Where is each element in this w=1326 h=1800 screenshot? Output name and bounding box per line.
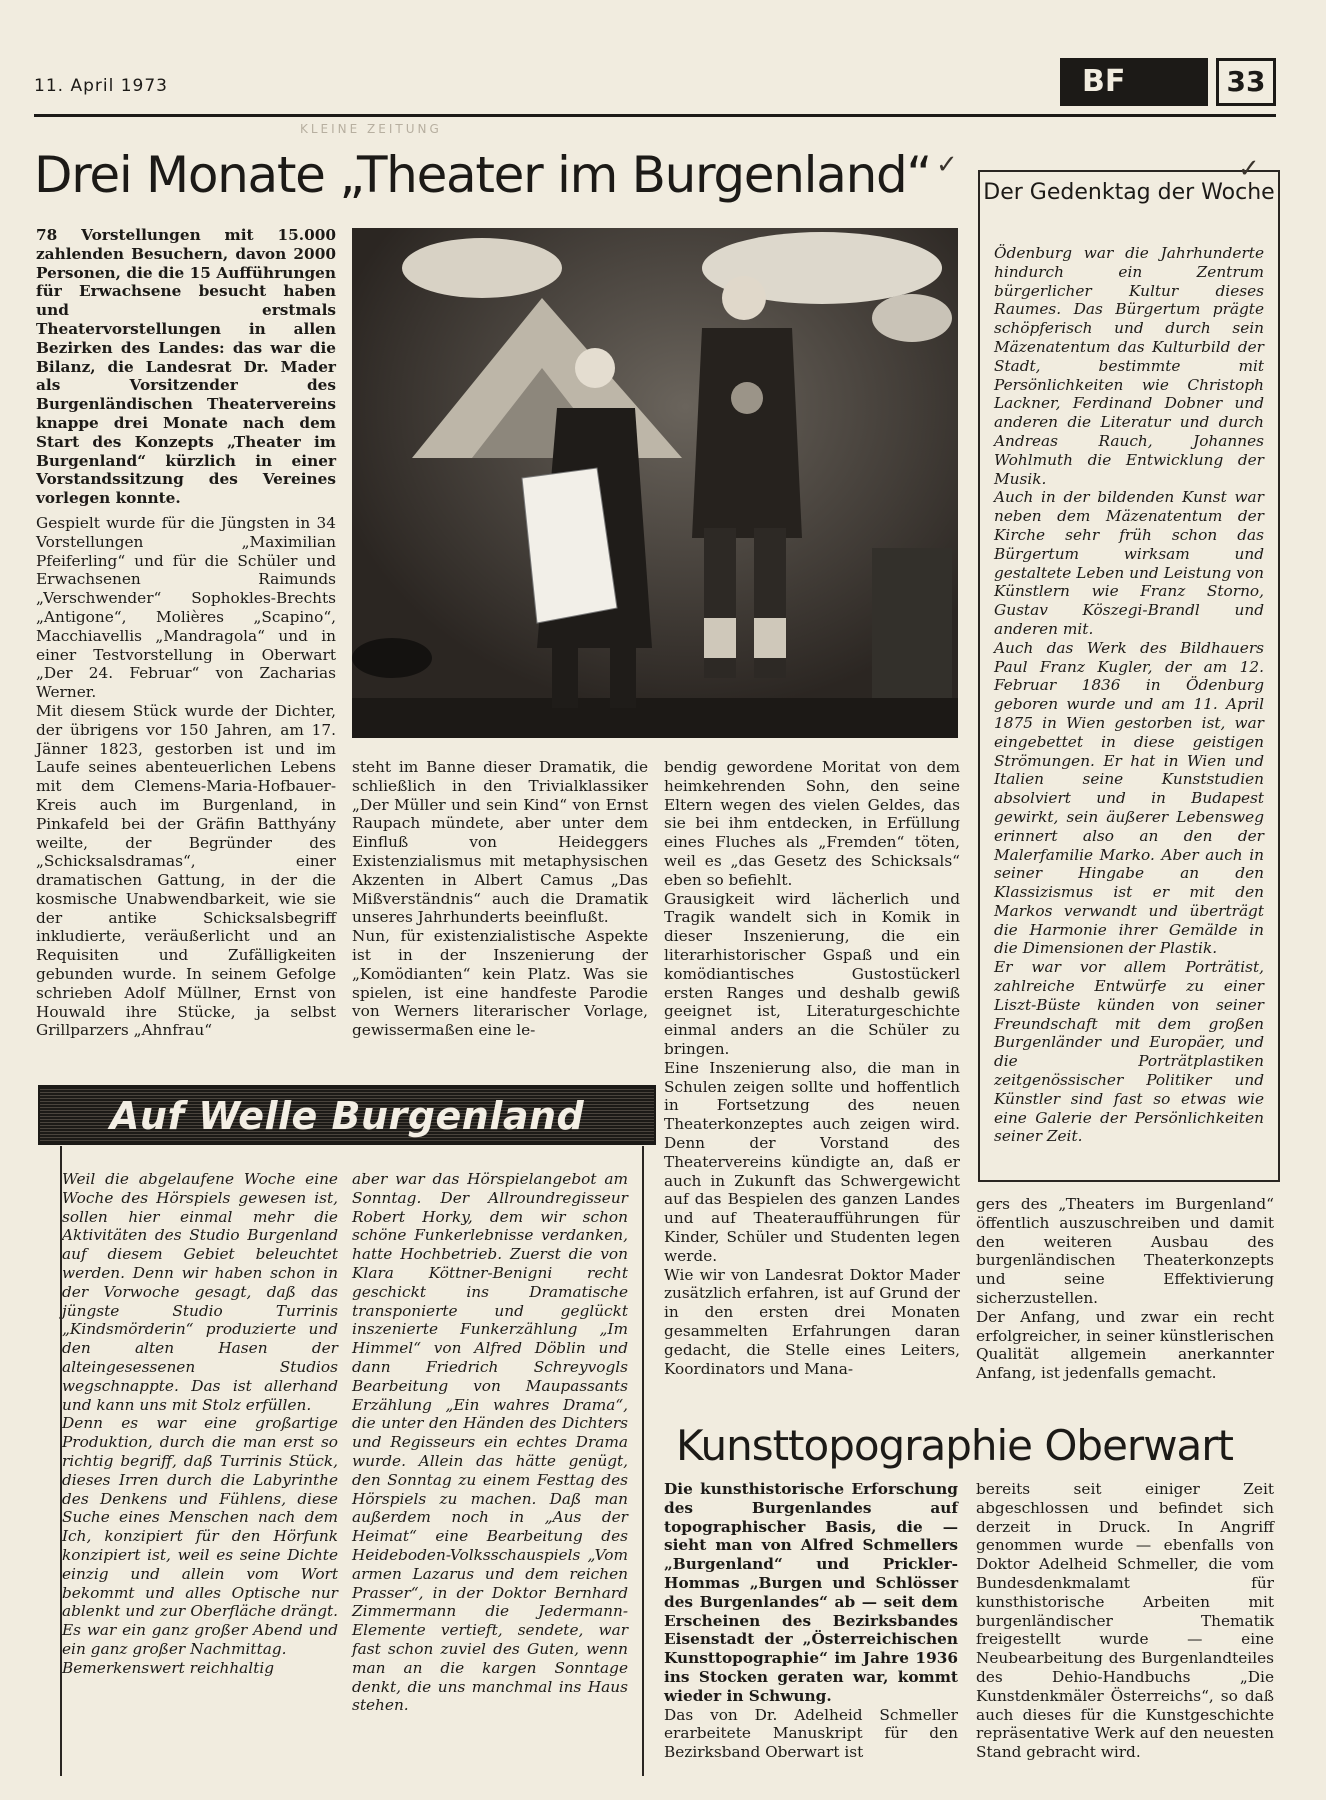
article-body: steht im Banne dieser Dramatik, die schließlich in den Trivialklassiker „Der Müller und sein Kind“ von Ernst Raupach mündete, aber unter dem Einfluß von Heideggers Existenzialismus mit metaphysischen Akzenten in Albert Camus „Das Mißverständnis“ auch die Dramatik unseres Jahrhunderts beeinflußt. Nun, für existenzialistische Aspekte ist in der Inszenierung der „Komödianten“ kein Platz. Was sie spielen, ist eine handfeste Parodie von Werners literarischer Vorlage, gewissermaßen eine le- bbox=[352, 758, 648, 1040]
article-column-4 bbox=[976, 1195, 1274, 1383]
commemoration-box bbox=[978, 170, 1280, 1182]
kunst-column-1 bbox=[664, 1480, 958, 1762]
column-rule bbox=[60, 1146, 62, 1776]
article-headline: Drei Monate „Theater im Burgenland“ bbox=[34, 146, 932, 204]
masthead-logo bbox=[1060, 58, 1276, 106]
article-body: Gespielt wurde für die Jüngsten in 34 Vorstellungen „Maximilian Pfeiferling“ und für die Schüler und Erwachsenen Raimunds „Verschwender“ Sophokles-Brechts „Antigone“, Molières „Scapino“, Macchiavellis „Mandragola“ und in einer Testvorstellung in Oberwart „Der 24. Februar“ von Zacharias Werner. Mit diesem Stück wurde der Dichter, der übrigens vor 150 Jahren, am 17. Jänner 1823, gestorben ist und im Laufe seines abenteuerlichen Lebens mit dem Clemens-Maria-Hofbauer-Kreis auch im Burgenland, in Pinkafeld bei der Gräfin Batthyány weilte, der Begründer des „Schicksalsdramas“, einer dramatischen Gattung, in der die kosmische Unabwendbarkeit, wie sie der antike Schicksalsbegriff inkludierte, veräußerlicht und an Requisiten und Zufälligkeiten gebunden wurde. In seinem Gefolge schrieben Adolf Müllner, Ernst von Houwald ihre Stücke, ja selbst Grillparzers „Ahnfrau“ bbox=[36, 513, 336, 1040]
editor-check-mark: ✓ bbox=[1238, 154, 1260, 184]
article-column-3 bbox=[664, 758, 960, 1378]
page-number: 33 bbox=[1216, 58, 1276, 106]
article-intro: 78 Vorstellungen mit 15.000 zahlenden Besuchern, davon 2000 Personen, die die 15 Aufführungen für Erwachsene besucht haben und erstmals Theatervorstellungen in allen Bezirken des Landes: das war die Bilanz, die Landesrat Dr. Mader als Vorsitzender des Burgenländischen Theatervereins knappe drei Monate nach dem Start des Konzepts „Theater im Burgenland“ kürzlich in einer Vorstandssitzung des Vereines vorlegen konnte. bbox=[36, 226, 336, 508]
kunst-body: bereits seit einiger Zeit abgeschlossen und befindet sich derzeit in Druck. In Angriff genommen wurde — ebenfalls von Doktor Adelheid Schmeller, die vom Bundesdenkmalamt für kunsthistorische Arbeiten mit burgenländischer Thematik freigestellt wurde — eine Neubearbeitung des Burgenlandteiles des Dehio-Handbuchs „Die Kunstdenkmäler Österreichs“, so daß auch dieses für die Kunstgeschichte repräsentative Werk auf den neuesten Stand gebracht wird. bbox=[976, 1480, 1274, 1762]
banner-title: Auf Welle Burgenland bbox=[110, 1094, 585, 1138]
radio-column-1 bbox=[62, 1170, 338, 1678]
article-column-2 bbox=[352, 758, 648, 1040]
radio-body: Weil die abgelaufene Woche eine Woche des Hörspiels gewesen ist, sollen hier einmal mehr die Aktivitäten des Studio Burgenland auf diesem Gebiet beleuchtet werden. Denn wir haben schon in der Vorwoche gesagt, daß das jüngste Studio Turrinis „Kindsmörderin“ produzierte und den alten Hasen der alteingesessenen Studios wegschnappte. Das ist allerhand und kann uns mit Stolz erfüllen. Denn es war eine großartige Produktion, durch die man erst so richtig begriff, daß Turrinis Stück, dieses Irren durch die Labyrinthe des Denkens und Fühlens, diese Suche eines Menschen nach dem Ich, konzipiert für den Hörfunk konzipiert ist, weil es seine Dichte einzig und allein vom Wort bekommt und alles Optische nur ablenkt und zur Oberfläche drängt. Es war ein ganz großer Abend und ein ganz großer Nachmittag. Bemerkenswert reichhaltig bbox=[62, 1170, 338, 1677]
column-rule bbox=[642, 1146, 644, 1776]
logo-bf: BF bbox=[1060, 58, 1208, 106]
radio-column-2 bbox=[352, 1170, 628, 1715]
issue-date: 11. April 1973 bbox=[34, 76, 168, 96]
theater-photo bbox=[352, 228, 958, 738]
kunst-body: Das von Dr. Adelheid Schmeller erarbeitete Manuskript für den Bezirksband Oberwart ist bbox=[664, 1705, 958, 1762]
radio-column-banner bbox=[38, 1085, 656, 1145]
kunsttopographie-headline: Kunsttopographie Oberwart bbox=[676, 1421, 1234, 1470]
article-body: gers des „Theaters im Burgenland“ öffentlich auszuschreiben und damit den weiteren Ausbau des burgenländischen Theaterkonzepts und seine Effektivierung sicherzustellen. Der Anfang, und zwar ein recht erfolgreicher, in seiner künstlerischen Qualität allgemein anerkannter Anfang, ist jedenfalls gemacht. bbox=[976, 1195, 1274, 1383]
box-title: Der Gedenktag der Woche bbox=[983, 180, 1275, 205]
article-body: bendig gewordene Moritat von dem heimkehrenden Sohn, den seine Eltern wegen des vielen Geldes, das sie bei ihm entdecken, in Erfüllung eines Fluches als „Fremden“ töten, weil es „das Gesetz des Schicksals“ eben so befiehlt. Grausigkeit wird lächerlich und Tragik wandelt sich in Komik in dieser Inszenierung, die ein literarhistorischer Gspaß und ein komödiantisches Gustostückerl ersten Ranges und deshalb gewiß geeignet ist, Literaturgeschichte einmal anders an die Schüler zu bringen. Eine Inszenierung also, die man in Schulen zeigen sollte und hoffentlich in Fortsetzung des neuen Theaterkonzeptes auch zeigen wird. Denn der Vorstand des Theatervereins kündigte an, daß er auch in Zukunft das Schwergewicht auf das Bespielen des ganzen Landes und auf Theateraufführungen für Kinder, Schüler und Studenten legen werde. Wie wir von Landesrat Doktor Mader zusätzlich erfahren, ist auf Grund der in den ersten drei Monaten gesammelten Erfahrungen daran gedacht, die Stelle eines Leiters, Koordinators und Mana- bbox=[664, 758, 960, 1378]
editor-check-mark: ✓ bbox=[936, 150, 958, 180]
box-body: Ödenburg war die Jahrhunderte hindurch ein Zentrum bürgerlicher Kultur dieses Raumes. Das Bürgertum prägte schöpferisch und durch sein Mäzenatentum das Kulturbild der Stadt, bestimmte mit Persönlichkeiten wie Christoph Lackner, Ferdinand Dobner und anderen die Literatur und durch Andreas Rauch, Johannes Wohlmuth die Entwicklung der Musik. Auch in der bildenden Kunst war neben dem Mäzenatentum der Kirche sehr früh schon das Bürgertum wirksam und gestaltete Leben und Leistung von Künstlern wie Franz Storno, Gustav Köszegi-Brandl und anderen mit. Auch das Werk des Bildhauers Paul Franz Kugler, der am 12. Februar 1836 in Ödenburg geboren wurde und am 11. April 1875 in Wien gestorben ist, war eingebettet in diese geistigen Strömungen. Er hat in Wien und Italien seine Kunststudien absolviert und in Budapest gewirkt, sein äußerer Lebensweg erinnert also an den der Malerfamilie Marko. Aber auch in seiner Hingabe an den Klassizismus ist er mit den Markos verwandt und überträgt die Harmonie ihrer Gemälde in die Dimensionen der Plastik. Er war vor allem Porträtist, zahlreiche Entwürfe zu einer Liszt-Büste künden von seiner Freundschaft mit dem großen Burgenländer und Europäer, und die Porträtplastiken zeitgenössischer Politiker und Künstler sind fast so etwas wie eine Galerie der Persönlichkeiten seiner Zeit. bbox=[994, 244, 1264, 1146]
bleed-through-text: KLEINE ZEITUNG bbox=[300, 122, 442, 136]
article-column-1 bbox=[36, 226, 336, 1040]
kunst-column-2 bbox=[976, 1480, 1274, 1762]
photo-illustration bbox=[352, 228, 958, 738]
radio-body: aber war das Hörspielangebot am Sonntag. Der Allroundregisseur Robert Horky, dem wir schon schöne Funkerlebnisse verdanken, hatte Hochbetrieb. Zuerst die von Klara Köttner-Benigni recht geschickt ins Dramatische transponierte und geglückt inszenierte Funkerzählung „Im Himmel“ von Alfred Döblin und dann Friedrich Schreyvogls Bearbeitung von Maupassants Erzählung „Ein wahres Drama“, die unter den Händen des Dichters und Regisseurs ein echtes Drama wurde. Allein das hätte genügt, den Sonntag zu einem Festtag des Hörspiels zu machen. Daß man außerdem noch in „Aus der Heimat“ eine Bearbeitung des Heideboden-Volksschauspiels „Vom armen Lazarus und dem reichen Prasser“, in der Doktor Bernhard Zimmermann die Jedermann-Elemente vertieft, sendete, war fast schon zuviel des Guten, wenn man an die kargen Sonntage denkt, die uns manchmal ins Haus stehen. bbox=[352, 1170, 628, 1715]
masthead-rule bbox=[34, 114, 1276, 117]
kunst-intro: Die kunsthistorische Erforschung des Burgenlandes auf topographischer Basis, die — sieht man von Alfred Schmellers „Burgenland“ und Prickler-Hommas „Burgen und Schlösser des Burgenlandes“ ab — seit dem Erscheinen des Bezirksbandes Eisenstadt der „Österreichischen Kunsttopographie“ im Jahre 1936 ins Stocken geraten war, kommt wieder in Schwung. bbox=[664, 1480, 958, 1705]
